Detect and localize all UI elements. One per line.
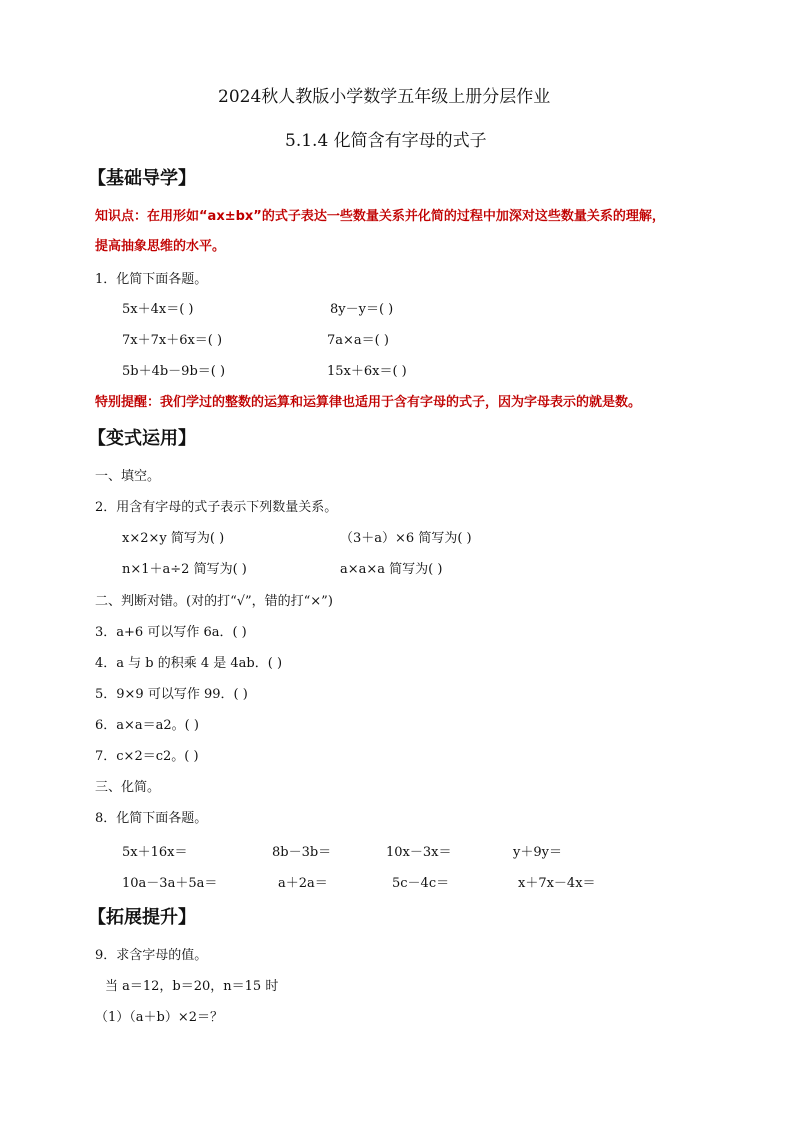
q1-stem: 1．化简下面各题。 xyxy=(95,272,208,287)
q2-item: n×1＋a÷2 简写为( ) xyxy=(122,562,247,577)
q8-item: a＋2a＝ xyxy=(278,876,328,891)
q8-item: y＋9y＝ xyxy=(513,845,562,860)
section-variant: 【变式运用】 xyxy=(88,428,196,449)
special-note: 特别提醒：我们学过的整数的运算和运算律也适用于含有字母的式子，因为字母表示的就是数。 xyxy=(95,395,642,410)
page-subtitle: 5.1.4 化简含有字母的式子 xyxy=(285,131,487,151)
q9-sub1: （1）（a＋b）×2＝？ xyxy=(95,1010,224,1025)
part3-heading: 三、化简。 xyxy=(95,780,161,795)
q8-item: 10a－3a＋5a＝ xyxy=(122,876,218,891)
q1-item: 15x＋6x＝( ) xyxy=(327,364,407,379)
q9-condition: 当 a＝12，b＝20，n＝15 时 xyxy=(105,979,279,994)
q1-item: 5b＋4b－9b＝( ) xyxy=(122,364,226,379)
judge-item: 4．a 与 b 的积乘 4 是 4ab．( ) xyxy=(95,656,283,671)
knowledge-point-line2: 提高抽象思维的水平。 xyxy=(95,239,226,254)
q8-item: 5c－4c＝ xyxy=(392,876,450,891)
q8-item: 10x－3x＝ xyxy=(386,845,452,860)
knowledge-point-line1: 知识点：在用形如“ax±bx”的式子表达一些数量关系并化简的过程中加深对这些数量关系的理解， xyxy=(95,209,665,224)
q1-item: 8y－y＝( ) xyxy=(330,302,394,317)
q1-item: 7a×a＝( ) xyxy=(327,333,389,348)
q8-item: 8b－3b＝ xyxy=(272,845,332,860)
q2-item: a×a×a 简写为( ) xyxy=(340,562,443,577)
q8-item: 5x＋16x＝ xyxy=(122,845,188,860)
page-title: 2024秋人教版小学数学五年级上册分层作业 xyxy=(218,87,551,107)
judge-item: 3．a+6 可以写作 6a．( ) xyxy=(95,625,247,640)
q2-item: x×2×y 简写为( ) xyxy=(122,531,225,546)
q8-stem: 8．化简下面各题。 xyxy=(95,811,208,826)
judge-item: 5．9×9 可以写作 99．( ) xyxy=(95,687,248,702)
section-basic: 【基础导学】 xyxy=(88,168,196,189)
judge-item: 7．c×2＝c2。( ) xyxy=(95,749,199,764)
q2-stem: 2．用含有字母的式子表示下列数量关系。 xyxy=(95,500,338,515)
section-extend: 【拓展提升】 xyxy=(88,907,196,928)
part1-heading: 一、填空。 xyxy=(95,469,161,484)
q1-item: 7x＋7x＋6x＝( ) xyxy=(122,333,223,348)
q8-item: x＋7x－4x＝ xyxy=(518,876,596,891)
q2-item: （3＋a）×6 简写为( ) xyxy=(340,531,472,546)
part2-heading: 二、判断对错。(对的打“√”，错的打“×”) xyxy=(95,594,333,609)
judge-item: 6．a×a＝a2。( ) xyxy=(95,718,199,733)
q9-stem: 9．求含字母的值。 xyxy=(95,948,208,963)
q1-item: 5x＋4x＝( ) xyxy=(122,302,194,317)
